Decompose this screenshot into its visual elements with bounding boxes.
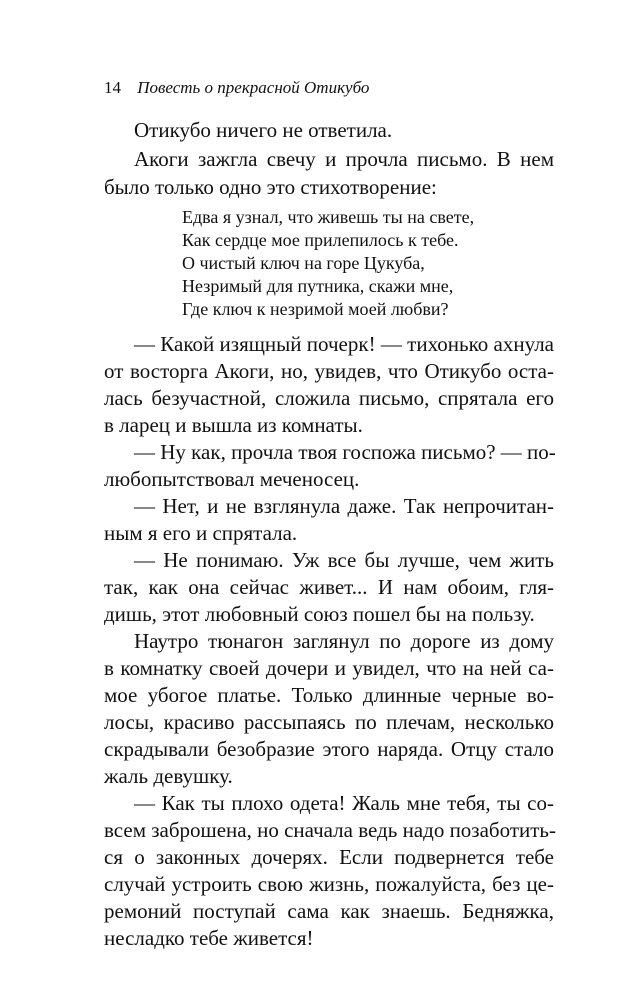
book-title: Повесть о прекрасной Отикубо (137, 78, 370, 97)
poem-line: О чистый ключ на горе Цукуба, (182, 253, 425, 273)
text-line: лосы, красиво рассыпаясь по плечам, несколько (104, 710, 554, 734)
poem-line: Едва я узнал, что живешь ты на свете, (182, 207, 475, 227)
text-line: — Какой изящный почерк! — тихонько ахнула (134, 332, 554, 356)
text-line: жаль девушку. (104, 764, 233, 788)
text-line: так, как она сейчас живет... И нам обоим, гля- (104, 575, 554, 599)
poem-line: Незримый для путника, скажи мне, (182, 276, 454, 296)
text-line: всем заброшена, но сначала ведь надо позаботить- (104, 818, 556, 842)
poem-line: Как сердце мое прилепилось к тебе. (182, 230, 459, 250)
text-line: ным я его и спрятала. (104, 521, 298, 545)
text-line: от восторга Акоги, но, увидев, что Отикубо оста- (104, 359, 554, 383)
text-line: случай устроить свою жизнь, пожалуйста, без це- (104, 872, 554, 896)
text-line: ремоний поступай сама как знаешь. Бедняжка, (104, 899, 554, 923)
text-line: несладко тебе живется! (104, 926, 314, 950)
poem-line: Где ключ к незримой моей любви? (182, 299, 449, 319)
text-line: любопытствовал меченосец. (104, 467, 360, 491)
text-line: дишь, этот любовный союз пошел бы на пользу. (104, 602, 535, 626)
text-line: Акоги зажгла свечу и прочла письмо. В нем (134, 147, 554, 171)
text-line: Наутро тюнагон заглянул по дороге из дому (134, 629, 554, 653)
running-head (104, 76, 369, 100)
text-line: в ларец и вышла из комнаты. (104, 413, 363, 437)
text-line: Отикубо ничего не ответила. (134, 118, 393, 142)
text-line: — Не понимаю. Уж все бы лучше, чем жить (134, 548, 554, 572)
text-line: было только одно это стихотворение: (104, 175, 437, 199)
text-line: скрадывали безобразие этого наряда. Отцу стало (104, 737, 554, 761)
text-line: — Ну как, прочла твоя госпожа письмо? — по- (134, 440, 556, 464)
text-line: — Нет, и не взглянула даже. Так непрочитан- (134, 494, 554, 518)
text-line: — Как ты плохо одета! Жаль мне тебя, ты со- (134, 791, 554, 815)
text-line: лась безучастной, сложила письмо, спрятала его (104, 386, 554, 410)
text-line: мое убогое платье. Только длинные черные во- (104, 683, 554, 707)
text-line: ся о законных дочерях. Если подвернется тебе (104, 845, 554, 869)
page-number: 14 (104, 78, 121, 97)
text-line: в комнатку своей дочери и увидел, что на ней са- (104, 656, 554, 680)
